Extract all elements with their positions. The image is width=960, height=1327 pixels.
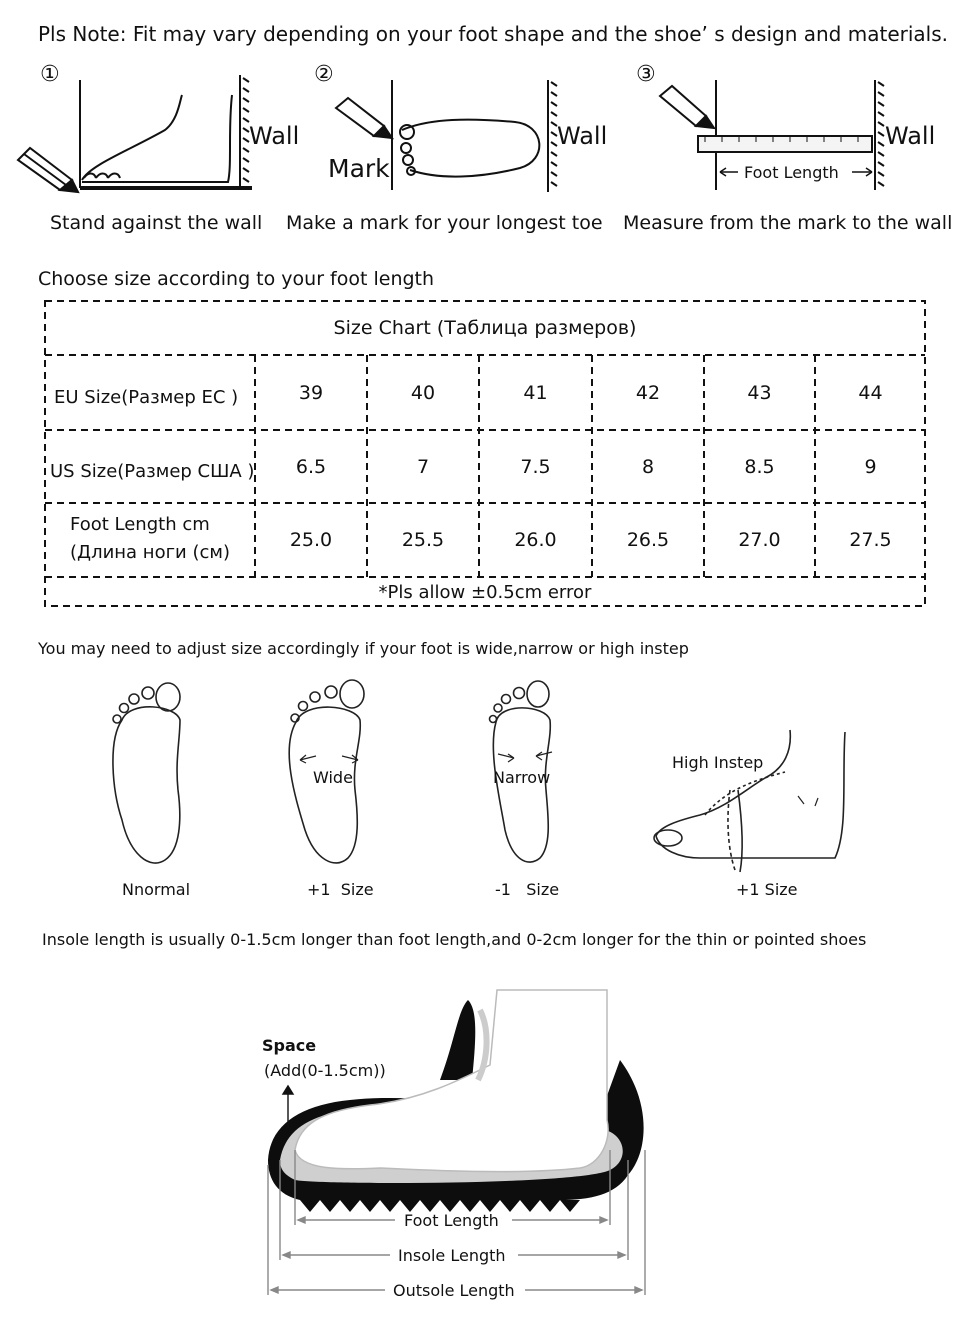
foot-length-cell: 27.5 — [849, 529, 892, 551]
step3-wall-label: Wall — [885, 122, 936, 150]
eu-size-cell: 43 — [747, 381, 772, 404]
size-chart-footnote: *Pls allow ±0.5cm error — [378, 581, 592, 603]
us-size-cell: 8.5 — [744, 455, 775, 478]
foot-length-cell: 26.0 — [514, 529, 557, 551]
step1-caption: Stand against the wall — [50, 212, 263, 234]
foot-length-cell: 26.5 — [626, 529, 670, 551]
eu-size-cell: 42 — [635, 381, 661, 404]
adjust-size-heading: You may need to adjust size accordingly if your foot is wide,narrow or high instep — [38, 639, 689, 658]
foot-length-cell: 25.0 — [289, 529, 333, 551]
eu-size-cell: 44 — [858, 381, 883, 404]
row-label-us: US Size(Размер США ) — [50, 461, 255, 482]
insole-length-label: Insole Length — [398, 1246, 506, 1265]
row-label-eu: EU Size(Размер ЕС ) — [54, 387, 239, 408]
foot-length-cell: 25.5 — [401, 529, 445, 551]
step3-caption: Measure from the mark to the wall — [623, 212, 953, 234]
outsole-length-label: Outsole Length — [393, 1281, 515, 1300]
foot-length-cell: 27.0 — [738, 529, 781, 551]
narrow-caption: -1 Size — [495, 880, 560, 899]
step1-wall-label: Wall — [249, 122, 300, 150]
step2-mark-label: Mark — [328, 154, 390, 183]
eu-size-cell: 40 — [410, 381, 436, 404]
step1-number: ① — [40, 62, 60, 87]
high-instep-label: High Instep — [672, 753, 764, 772]
step2-caption: Make a mark for your longest toe — [286, 212, 603, 234]
row-label-foot-length-ru: (Длина ноги (см) — [70, 542, 230, 563]
normal-caption: Nnormal — [122, 880, 191, 899]
eu-size-cell: 41 — [523, 381, 548, 404]
us-size-cell: 7.5 — [520, 455, 551, 478]
us-size-cell: 6.5 — [295, 455, 327, 478]
insole-note: Insole length is usually 0-1.5cm longer than foot length,and 0-2cm longer for the thin or pointed shoes — [42, 930, 867, 949]
step3-foot-length-label: Foot Length — [744, 163, 839, 182]
shoe-icon — [268, 990, 644, 1212]
wide-label: Wide — [313, 768, 353, 787]
us-size-cell: 8 — [641, 455, 655, 478]
step2-number: ② — [314, 62, 334, 87]
space-add-label: (Add(0-1.5cm)) — [264, 1061, 386, 1080]
high-instep-caption: +1 Size — [736, 880, 798, 899]
size-chart-title: Size Chart (Таблица размеров) — [333, 316, 637, 339]
fit-note: Pls Note: Fit may vary depending on your foot shape and the shoe’ s design and materials. — [38, 22, 948, 46]
eu-size-cell: 39 — [298, 381, 324, 404]
us-size-cell: 9 — [864, 455, 877, 478]
step3-number: ③ — [636, 62, 656, 87]
us-size-cell: 7 — [416, 455, 430, 478]
step2-wall-label: Wall — [557, 122, 608, 150]
foot-length-label: Foot Length — [404, 1211, 499, 1230]
space-label: Space — [262, 1036, 317, 1055]
row-label-foot-length: Foot Length cm — [70, 514, 210, 535]
narrow-label: Narrow — [493, 768, 551, 787]
choose-size-heading: Choose size according to your foot length — [38, 268, 435, 290]
wide-caption: +1 Size — [307, 880, 374, 899]
